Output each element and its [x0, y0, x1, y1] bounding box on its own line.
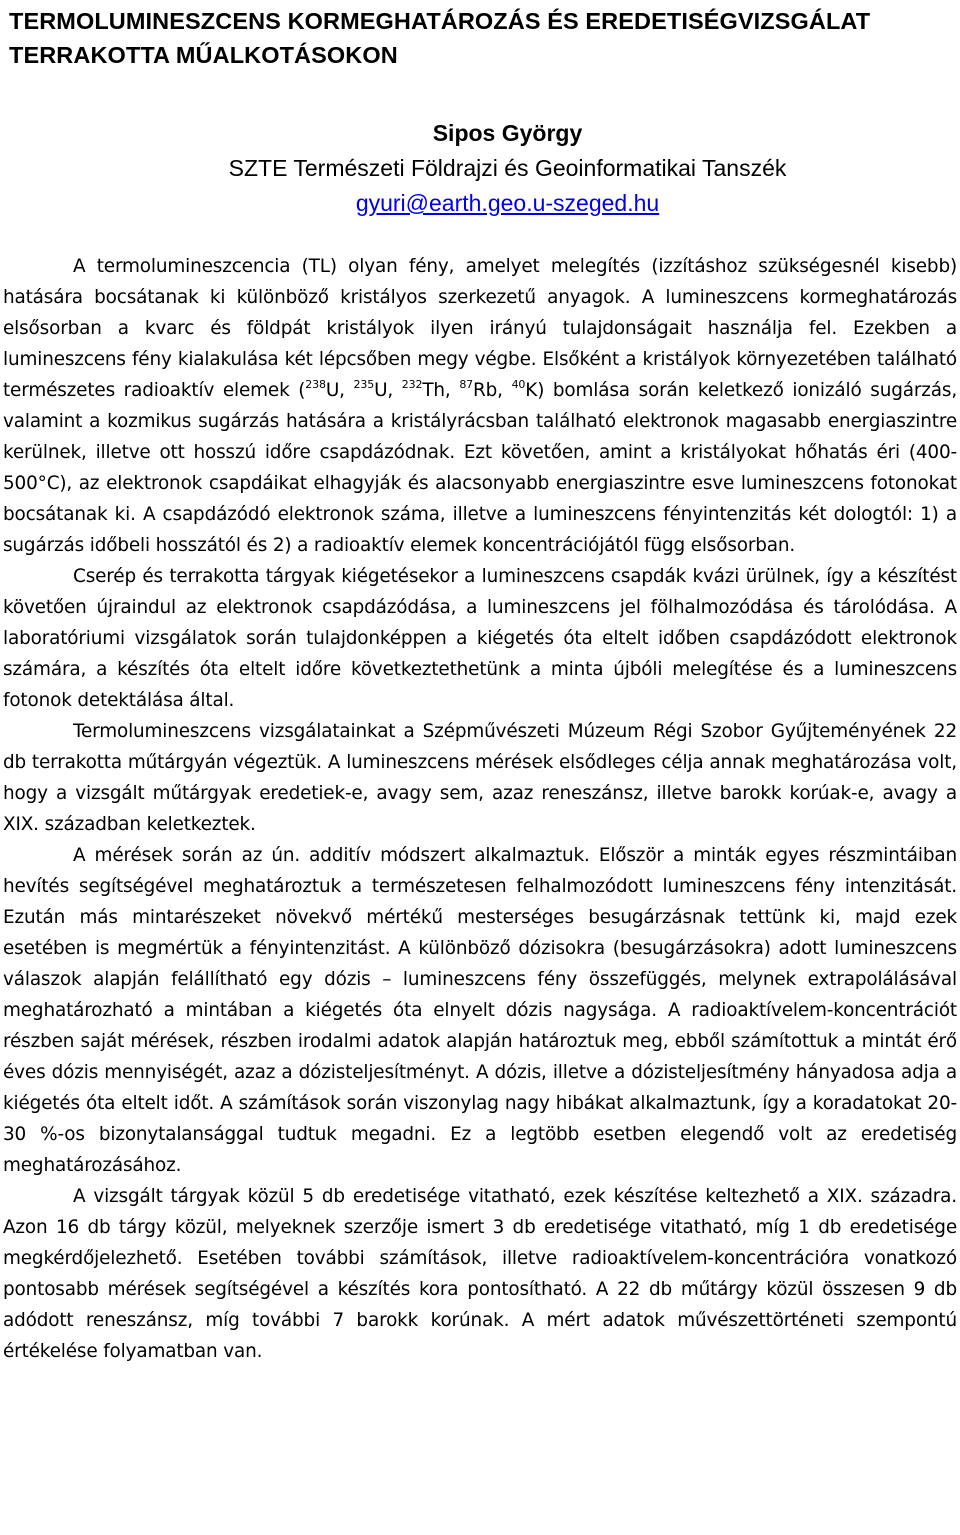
isotope-k40-mass: 40 [511, 377, 526, 391]
email-link[interactable]: gyuri@earth.geo.u-szeged.hu [355, 190, 660, 216]
paragraph-1-part-2: bomlása során keletkező ionizáló sugárzás, valamint a kozmikus sugárzás hatására a kristályrácsban található elektronok magasabb energiaszintre kerülnek, illetve ott hosszú időre csapdázódnak. Ezt követően, amint a kristályokat hőhatás éri (400-500°C), az elektronok csapdáikat elhagyják és alacsonyabb energiaszintre esve lumineszcens fotonokat bocsátanak ki. A csapdázódó elektronok száma, illetve a lumineszcens fényintenzitás két dologtól: 1) a sugárzás időbeli hosszától és 2) a radioaktív elemek koncentrációjától függ elsősorban. [3, 380, 958, 556]
paragraph-2: Cserép és terrakotta tárgyak kiégetésekor a lumineszcens csapdák kvázi ürülnek, így a készítést követően újraindul az elektronok csapdázódása, a lumineszcens jel fölhalmozódása és tárolódása. A laboratóriumi vizsgálatok során tulajdonképpen a kiégetés óta eltelt időben csapdázódott elektronok számára, a készítés óta eltelt időre következtethetünk a minta újbóli melegítése és a lumineszcens fotonok detektálása által. [3, 566, 957, 711]
paragraph-1 [3, 251, 957, 561]
isotope-rb87-symbol: Rb, [473, 380, 512, 401]
isotope-u238-symbol: U, [325, 380, 354, 401]
paragraph-4: A mérések során az ún. additív módszert alkalmaztuk. Először a minták egyes részmintáiban hevítés segítségével meghatároztuk a természetesen felhalmozódott lumineszcens fény intenzitását. Ezután más mintarészeket növekvő mértékű mesterséges besugárzásnak tettünk ki, majd ezek esetében is megmértük a fényintenzitást. A különböző dózisokra (besugárzásokra) adott lumineszcens válaszok alapján felállítható egy dózis – lumineszcens fény összefüggés, melynek extrapolálásával meghatározható a mintában a kiégetés óta elnyelt dózis nagysága. A radioaktívelem-koncentrációt részben saját mérések, részben irodalmi adatok alapján határoztuk meg, ebből számítottuk a mintát érő éves dózis mennyiségét, azaz a dózisteljesítményt. A dózis, illetve a dózisteljesítmény hányadosa adja a kiégetés óta eltelt időt. A számítások során viszonylag nagy hibákat alkalmaztunk, így a koradatokat 20-30 %-os bizonytalansággal tudtuk megadni. Ez a legtöbb esetben elegendő volt az eredetiség meghatározásához. [3, 845, 957, 1176]
author-name: Sipos György [432, 120, 583, 146]
paragraph-5: A vizsgált tárgyak közül 5 db eredetisége vitatható, ezek készítése keltezhető a XIX. századra. Azon 16 db tárgy közül, melyeknek szerzője ismert 3 db eredetisége vitatható, míg 1 db eredetisége megkérdőjelezhető. Esetében további számítások, illetve radioaktívelem-koncentrációra vonatkozó pontosabb mérések segítségével a készítés kora pontosítható. A 22 db műtárgy közül összesen 9 db adódott reneszánsz, míg további 7 barokk korúnak. A mért adatok művészettörténeti szempontú értékelése folyamatban van. [3, 1186, 957, 1362]
isotope-rb87-mass: 87 [459, 377, 474, 391]
title-line-1: TERMOLUMINESZCENS KORMEGHATÁROZÁS ÉS EREDETISÉGVIZSGÁLAT [9, 8, 871, 34]
isotope-k40-symbol: K) [525, 380, 545, 401]
isotope-th232-mass: 232 [401, 377, 423, 391]
isotope-u238-mass: 238 [305, 377, 326, 391]
affiliation: SZTE Természeti Földrajzi és Geoinformatikai Tanszék [228, 155, 787, 181]
isotope-u235-mass: 235 [353, 377, 375, 391]
paragraph-3: Termolumineszcens vizsgálatainkat a Szépművészeti Múzeum Régi Szobor Gyűjteményének 22 db terrakotta műtárgyán végeztük. A lumineszcens mérések elsődleges célja annak meghatározása volt, hogy a vizsgált műtárgyak eredetiek-e, avagy sem, azaz reneszánsz, illetve barokk korúak-e, avagy a XIX. században keletkeztek. [3, 721, 957, 835]
paragraph-1-part-1: A termolumineszcencia (TL) olyan fény, amelyet melegítés (izzításhoz szükségesnél kisebb) hatására bocsátanak ki különböző kristályos szerkezetű anyagok. A lumineszcens kormeghatározás elsősorban a kvarc és földpát kristályok ilyen irányú tulajdonságait használja fel. Ezekben a lumineszcens fény kialakulása két lépcsőben megy végbe. Elsőként a kristályok környezetében található természetes radioaktív elemek ( [3, 256, 957, 401]
title-line-2: TERRAKOTTA MŰALKOTÁSOKON [9, 42, 398, 68]
author-block [3, 116, 957, 221]
isotope-th232-symbol: Th, [422, 380, 460, 401]
isotope-u235-symbol: U, [374, 380, 402, 401]
document-title [9, 4, 957, 72]
body-text [3, 251, 957, 1367]
